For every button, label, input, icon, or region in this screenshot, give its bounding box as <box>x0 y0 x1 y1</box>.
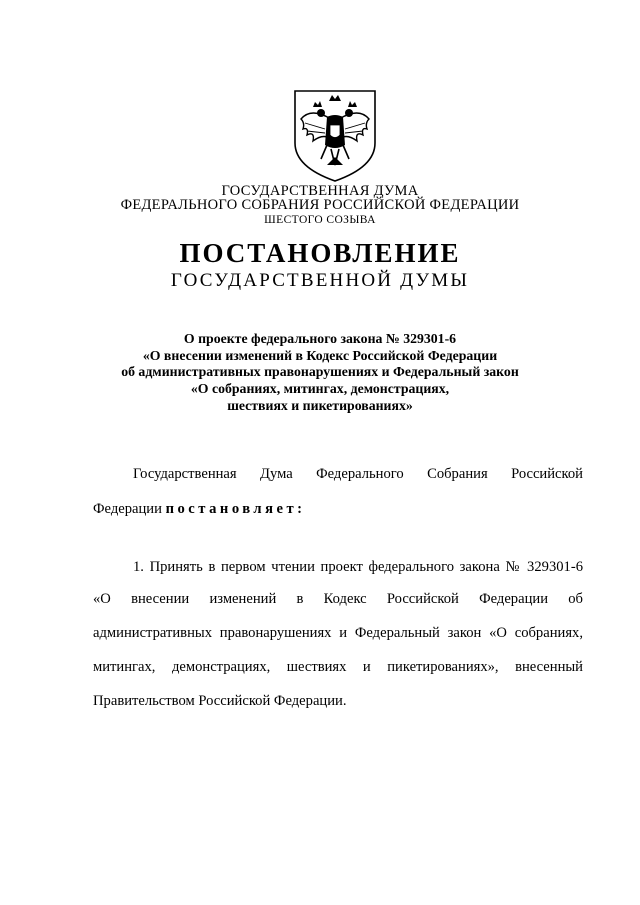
subject-line5: шествиях и пикетированиях» <box>227 398 413 413</box>
russian-coat-of-arms-emblem <box>291 85 379 183</box>
body-paragraph2-line3: административных правонарушениях и Федеральный закон «О собраниях, <box>93 625 583 641</box>
convocation-line: ШЕСТОГО СОЗЫВА <box>264 214 376 226</box>
body-paragraph2-line1: 1. Принять в первом чтении проект федерального закона № 329301-6 <box>133 559 583 575</box>
subject-line3: об административных правонарушениях и Федеральный закон <box>121 364 519 379</box>
document-type-title: ПОСТАНОВЛЕНИЕ <box>179 238 461 268</box>
subject-line1: О проекте федерального закона № 329301-6 <box>183 331 457 346</box>
body-paragraph2-line2: «О внесении изменений в Кодекс Российской Федерации об <box>93 591 583 607</box>
subject-line4: «О собраниях, митингах, демонстрациях, <box>190 381 450 396</box>
body-paragraph1-prefix: Федерации <box>93 501 162 517</box>
document-issuer-title: ГОСУДАРСТВЕННОЙ ДУМЫ <box>170 270 470 291</box>
body-paragraph1-line2 <box>93 501 583 518</box>
body-paragraph1-line1: Государственная Дума Федерального Собрания Российской <box>133 466 583 482</box>
subject-line2: «О внесении изменений в Кодекс Российской Федерации <box>142 348 498 363</box>
body-paragraph2-line4: митингах, демонстрациях, шествиях и пикетированиях», внесенный <box>93 659 583 675</box>
body-paragraph2-line5: Правительством Российской Федерации. <box>93 693 347 709</box>
org-name-line1: ГОСУДАРСТВЕННАЯ ДУМА <box>221 183 419 199</box>
org-name-line2: ФЕДЕРАЛЬНОГО СОБРАНИЯ РОССИЙСКОЙ ФЕДЕРАЦИИ <box>120 197 520 213</box>
resolution-keyword: постановляет: <box>165 501 306 517</box>
